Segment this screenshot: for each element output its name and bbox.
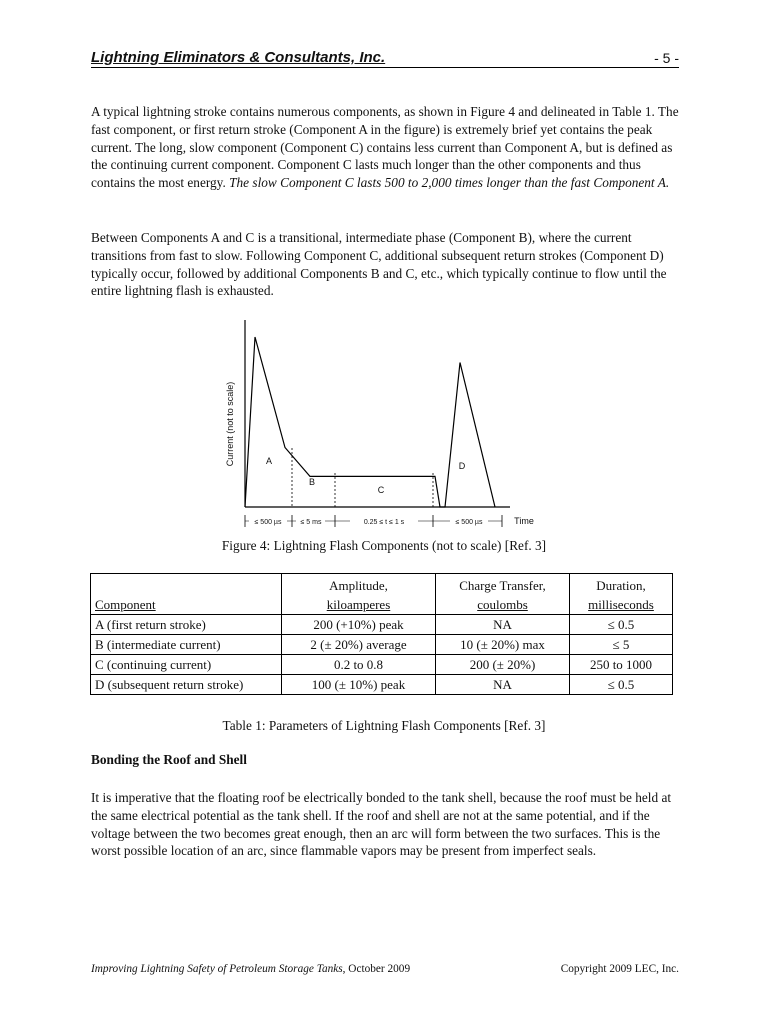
- table-row: [91, 675, 673, 695]
- footer-title: [91, 963, 410, 975]
- section-heading: Bonding the Roof and Shell: [91, 752, 247, 767]
- duration-label-d: ≤ 500 µs: [455, 519, 483, 526]
- y-axis-label: Current (not to scale): [225, 381, 235, 467]
- duration-label-a: ≤ 500 µs: [254, 519, 282, 526]
- company-name: Lightning Eliminators & Consultants, Inc.: [91, 49, 386, 66]
- components-paragraph: Between Components A and C is a transitional, intermediate phase (Component B), where the current transitions from fast to slow. Following Component C, additional subsequent return strokes (Component D) typically occur, followed by additional Components B and C, etc., which typically continue to flow until the entire lightning flash is exhausted.: [91, 230, 667, 299]
- header-charge-top: Charge Transfer,: [459, 578, 546, 593]
- duration-label-c: 0.25 ≤ t ≤ 1 s: [363, 519, 405, 526]
- table-cell: NA: [436, 615, 570, 635]
- table-row: [91, 615, 673, 635]
- table-cell: ≤ 5: [570, 635, 673, 655]
- header-amplitude-top: Amplitude,: [329, 578, 388, 593]
- table-cell: 250 to 1000: [570, 655, 673, 675]
- x-axis-label: Time: [514, 516, 534, 526]
- figure-caption: Figure 4: Lightning Flash Components (not to scale) [Ref. 3]: [221, 538, 547, 553]
- intro-paragraph: [91, 103, 681, 192]
- header-cell-component: [91, 574, 282, 615]
- intro-italic-text: The slow Component C lasts 500 to 2,000 times longer than the fast Component A.: [229, 175, 670, 191]
- table-cell: A (first return stroke): [91, 615, 282, 635]
- table-cell: B (intermediate current): [91, 635, 282, 655]
- component-label-a: A: [265, 456, 273, 466]
- current-series-line: [245, 337, 495, 507]
- header-cell-amplitude: [282, 574, 436, 615]
- duration-label-b: ≤ 5 ms: [300, 519, 322, 526]
- lightning-flash-chart: [218, 316, 558, 532]
- table-row: [91, 655, 673, 675]
- table-header-row: [91, 574, 673, 615]
- intro-text: A typical lightning stroke contains numerous components, as shown in Figure 4 and delineated in Table 1. The fast component, or first return stroke (Component A in the figure) is extremely brief yet contains the peak current. The long, slow component (Component C) contains less current than Component A, but is defined as the continuing current component. Component C lasts much longer than the other components and thus contains the most energy.: [91, 104, 679, 191]
- header-duration-bottom: milliseconds: [588, 597, 654, 612]
- table-cell: ≤ 0.5: [570, 615, 673, 635]
- table-cell: 100 (± 10%) peak: [282, 675, 436, 695]
- chart-svg: [218, 316, 558, 532]
- header-charge-bottom: coulombs: [477, 597, 528, 612]
- footer-date: , October 2009: [342, 963, 411, 975]
- table-cell: NA: [436, 675, 570, 695]
- page-number: - 5 -: [654, 50, 679, 66]
- header-cell-duration: [570, 574, 673, 615]
- table-row: [91, 635, 673, 655]
- header-amplitude-bottom: kiloamperes: [326, 597, 391, 612]
- header-cell-charge: [436, 574, 570, 615]
- parameters-table: [90, 573, 673, 695]
- table-cell: 200 (+10%) peak: [282, 615, 436, 635]
- table-cell: 2 (± 20%) average: [282, 635, 436, 655]
- page-header: [91, 49, 679, 68]
- table-caption: Table 1: Parameters of Lightning Flash Components [Ref. 3]: [222, 718, 546, 733]
- table-cell: ≤ 0.5: [570, 675, 673, 695]
- table-cell: 10 (± 20%) max: [436, 635, 570, 655]
- component-label-b: B: [308, 477, 316, 487]
- header-component: Component: [95, 597, 156, 612]
- table-cell: C (continuing current): [91, 655, 282, 675]
- table-cell: D (subsequent return stroke): [91, 675, 282, 695]
- table-cell: 0.2 to 0.8: [282, 655, 436, 675]
- header-duration-top: Duration,: [596, 578, 646, 593]
- table-cell: 200 (± 20%): [436, 655, 570, 675]
- component-label-d: D: [458, 461, 466, 471]
- footer-copyright: Copyright 2009 LEC, Inc.: [560, 963, 679, 975]
- footer-doc-title: Improving Lightning Safety of Petroleum Storage Tanks: [91, 963, 343, 975]
- component-label-c: C: [377, 485, 385, 495]
- bonding-paragraph: It is imperative that the floating roof be electrically bonded to the tank shell, because the roof must be held at the same electrical potential as the tank shell. If the roof and shell are not at the same potential, and if the voltage between the two becomes great enough, then an arc will form between the two surfaces. This is the worst possible location of an arc, since flammable vapors may be present from imperfect seals.: [91, 790, 672, 859]
